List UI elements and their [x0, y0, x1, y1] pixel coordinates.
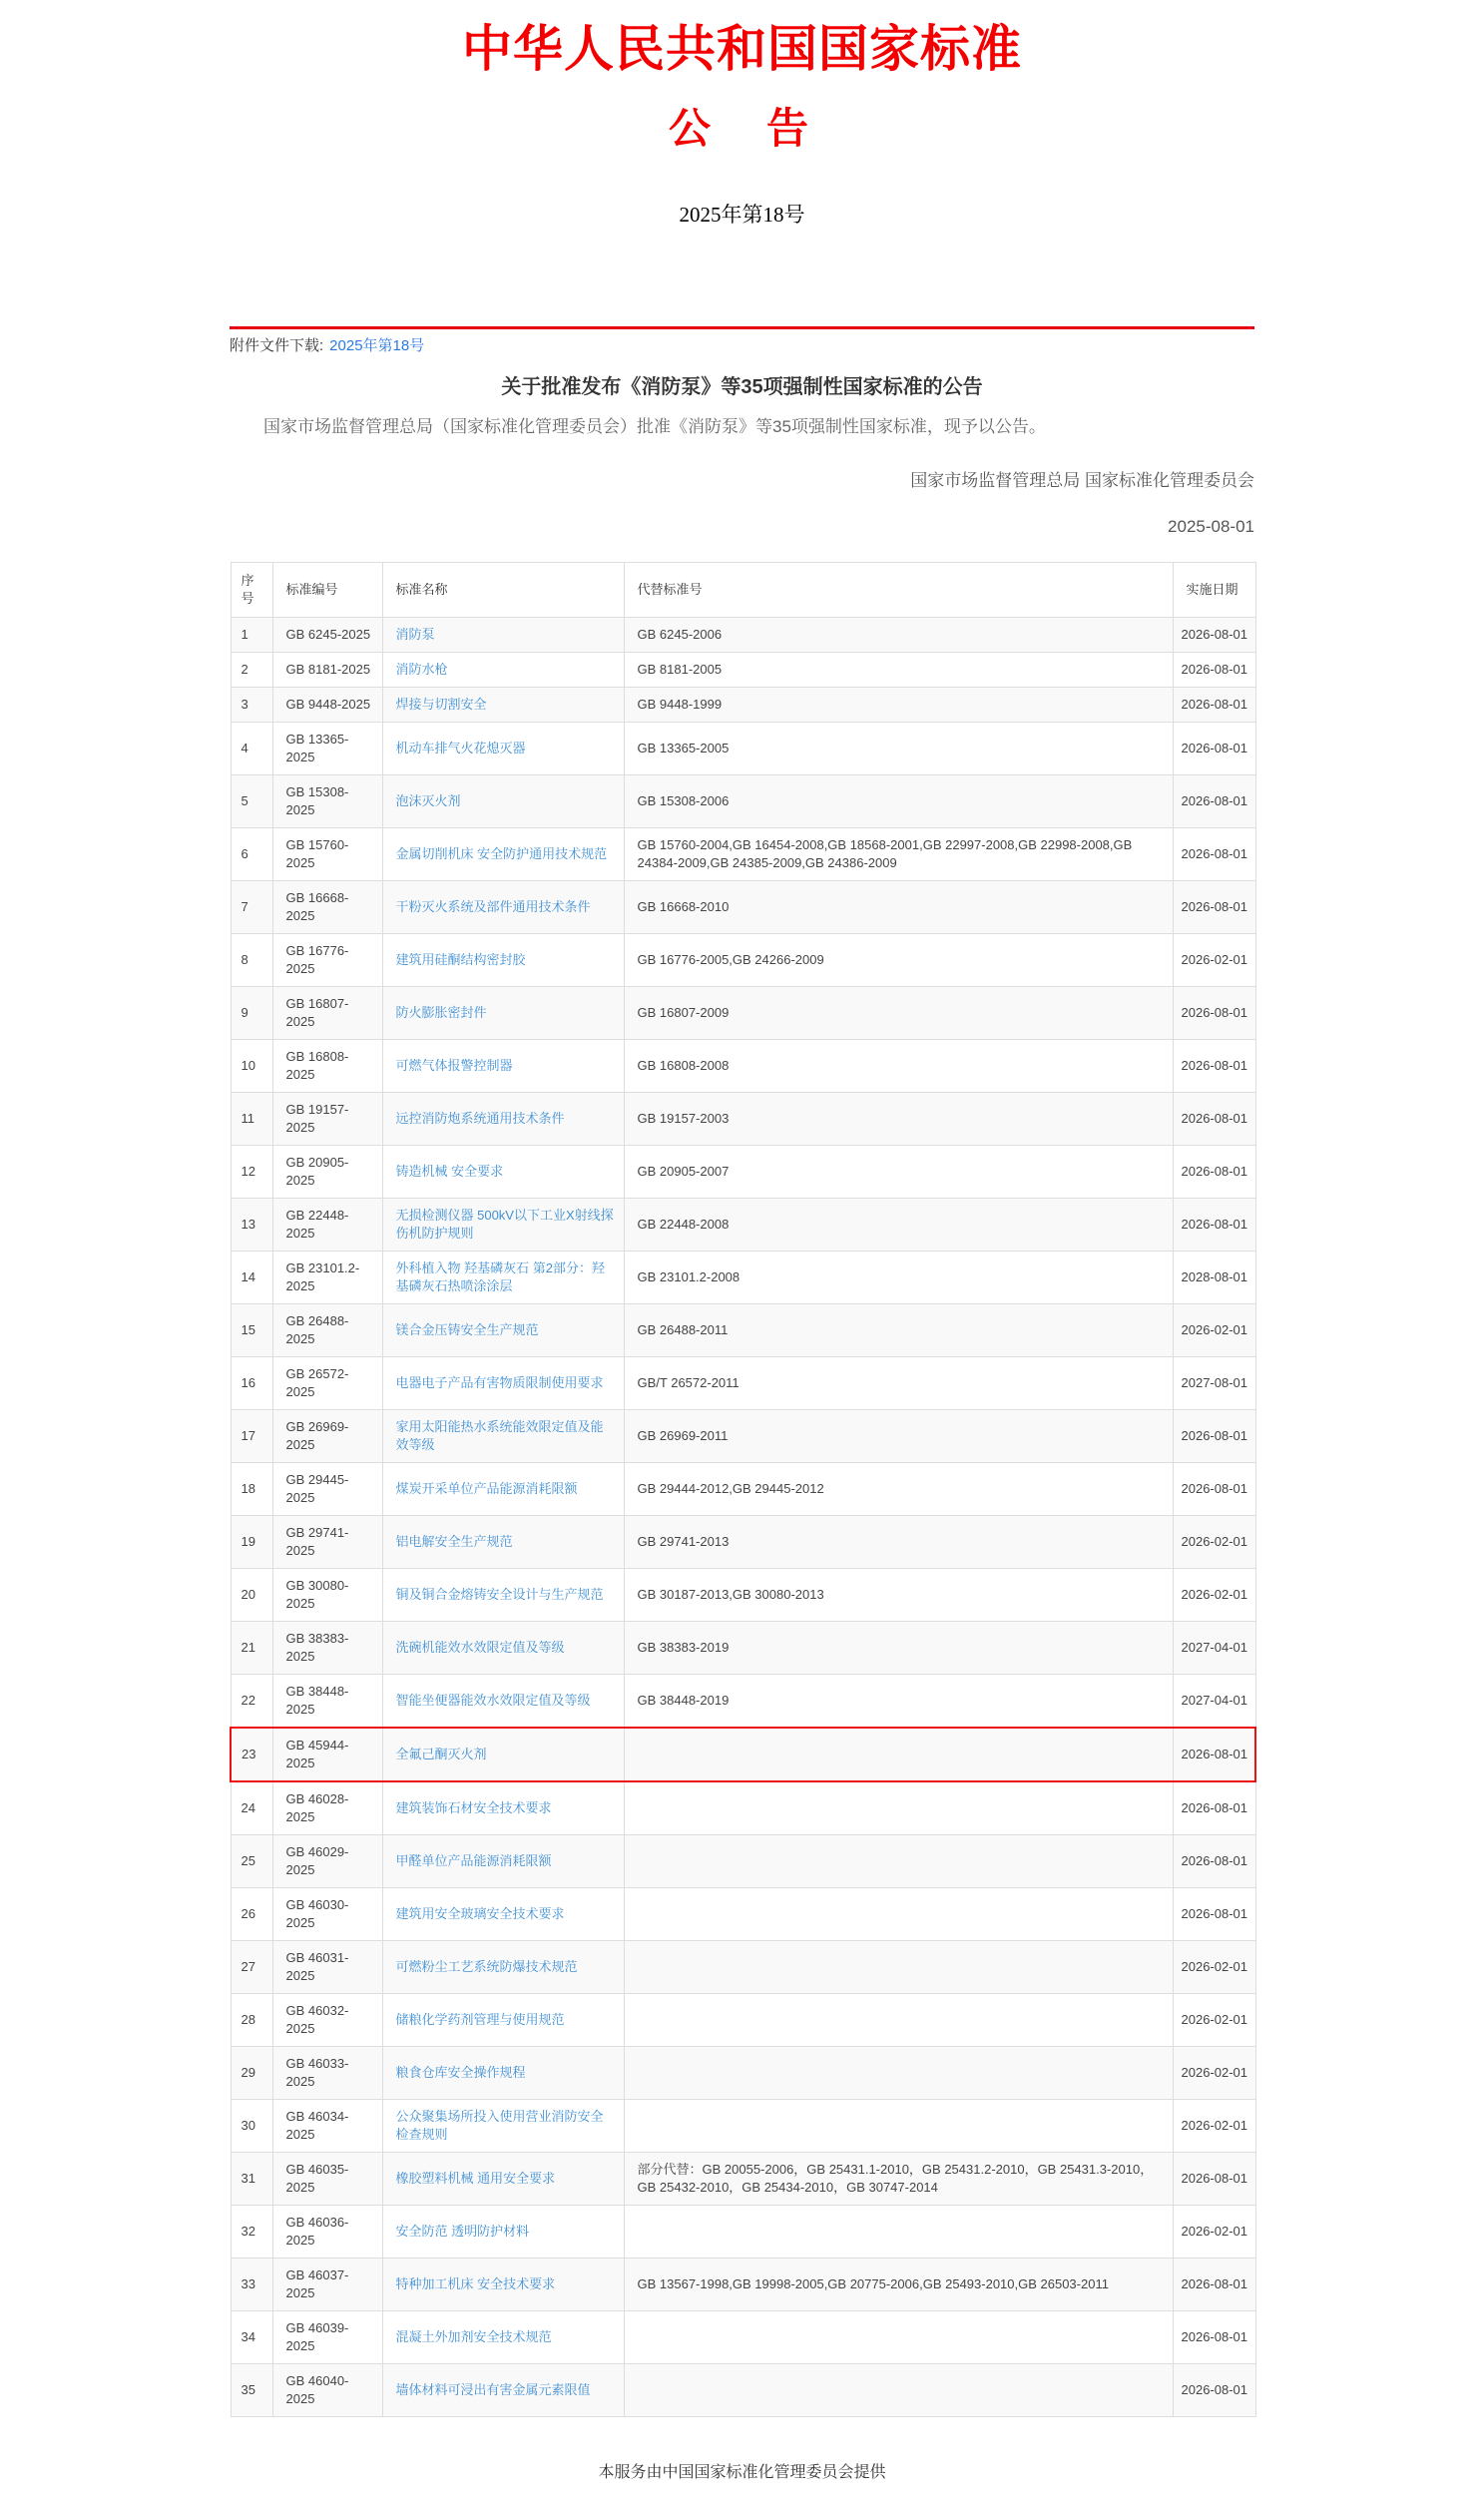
cell-replaced-standards [624, 2100, 1173, 2153]
cell-standard-name [382, 723, 624, 775]
table-row [231, 1146, 1255, 1199]
cell-implementation-date: 2026-08-01 [1173, 723, 1255, 775]
table-header-row [231, 563, 1255, 618]
cell-standard-code: GB 26488-2025 [272, 1304, 382, 1357]
standard-name-link[interactable]: 建筑用硅酮结构密封胶 [395, 952, 526, 967]
cell-seq: 6 [231, 828, 272, 881]
cell-seq: 21 [231, 1622, 272, 1675]
cell-standard-name [382, 934, 624, 987]
cell-standard-name [382, 2259, 624, 2311]
table-row [231, 881, 1255, 934]
cell-seq: 9 [231, 987, 272, 1040]
cell-standard-code: GB 38448-2025 [272, 1675, 382, 1729]
standard-name-link[interactable]: 公众聚集场所投入使用营业消防安全检查规则 [395, 2109, 604, 2142]
cell-implementation-date: 2027-04-01 [1173, 1675, 1255, 1729]
cell-standard-code: GB 16808-2025 [272, 1040, 382, 1093]
cell-standard-code: GB 45944-2025 [272, 1728, 382, 1781]
standard-name-link[interactable]: 可燃粉尘工艺系统防爆技术规范 [395, 1959, 578, 1974]
cell-replaced-standards: GB 16668-2010 [624, 881, 1173, 934]
cell-seq: 2 [231, 653, 272, 688]
cell-implementation-date: 2026-02-01 [1173, 1516, 1255, 1569]
cell-standard-code: GB 16807-2025 [272, 987, 382, 1040]
cell-standard-name [382, 1146, 624, 1199]
cell-implementation-date: 2026-08-01 [1173, 1199, 1255, 1252]
cell-standard-code: GB 46036-2025 [272, 2206, 382, 2259]
cell-seq: 5 [231, 775, 272, 828]
cell-replaced-standards: GB 30187-2013,GB 30080-2013 [624, 1569, 1173, 1622]
cell-implementation-date: 2026-08-01 [1173, 1835, 1255, 1888]
cell-seq: 8 [231, 934, 272, 987]
cell-standard-code: GB 16776-2025 [272, 934, 382, 987]
cell-seq: 29 [231, 2047, 272, 2100]
cell-implementation-date: 2026-08-01 [1173, 2311, 1255, 2364]
standard-name-link[interactable]: 干粉灭火系统及部件通用技术条件 [395, 899, 591, 914]
cell-standard-name [382, 881, 624, 934]
cell-implementation-date: 2026-02-01 [1173, 1994, 1255, 2047]
cell-standard-code: GB 23101.2-2025 [272, 1252, 382, 1304]
cell-standard-name [382, 1888, 624, 1941]
cell-implementation-date: 2026-08-01 [1173, 618, 1255, 653]
cell-replaced-standards: GB 6245-2006 [624, 618, 1173, 653]
cell-seq: 24 [231, 1781, 272, 1835]
cell-standard-code: GB 46037-2025 [272, 2259, 382, 2311]
table-row [231, 1941, 1255, 1994]
table-row [231, 2100, 1255, 2153]
cell-standard-name [382, 2047, 624, 2100]
cell-standard-name [382, 1252, 624, 1304]
cell-replaced-standards: GB 29444-2012,GB 29445-2012 [624, 1463, 1173, 1516]
cell-seq: 11 [231, 1093, 272, 1146]
page-subtitle: 公 告 [668, 107, 815, 153]
cell-replaced-standards: GB 23101.2-2008 [624, 1252, 1173, 1304]
table-row [231, 1569, 1255, 1622]
cell-standard-name [382, 1304, 624, 1357]
issue-number: 2025年第18号 [679, 203, 805, 227]
cell-seq: 13 [231, 1199, 272, 1252]
table-row [231, 1994, 1255, 2047]
table-row [231, 1199, 1255, 1252]
table-row [231, 2047, 1255, 2100]
column-header-code: 标准编号 [272, 563, 382, 618]
table-row [231, 1410, 1255, 1463]
table-row [231, 987, 1255, 1040]
attachment-link[interactable]: 2025年第18号 [329, 337, 425, 354]
cell-seq: 10 [231, 1040, 272, 1093]
cell-standard-code: GB 46035-2025 [272, 2153, 382, 2206]
cell-standard-name [382, 1781, 624, 1835]
cell-replaced-standards: GB 13365-2005 [624, 723, 1173, 775]
cell-standard-name [382, 1728, 624, 1781]
cell-seq: 22 [231, 1675, 272, 1729]
standard-name-link[interactable]: 焊接与切割安全 [395, 697, 487, 712]
cell-standard-name [382, 1941, 624, 1994]
cell-implementation-date: 2026-08-01 [1173, 881, 1255, 934]
cell-replaced-standards [624, 2364, 1173, 2417]
cell-seq: 17 [231, 1410, 272, 1463]
cell-replaced-standards [624, 2311, 1173, 2364]
standard-name-link[interactable]: 墙体材料可浸出有害金属元素限值 [395, 2382, 591, 2397]
table-row [231, 1622, 1255, 1675]
standard-name-link[interactable]: 家用太阳能热水系统能效限定值及能效等级 [395, 1419, 604, 1452]
cell-standard-code: GB 46033-2025 [272, 2047, 382, 2100]
cell-standard-name [382, 1357, 624, 1410]
cell-replaced-standards: 部分代替：GB 20055-2006，GB 25431.1-2010，GB 25431.2-2010，GB 25431.3-2010，GB 25432-2010，GB 25434-2010，GB 30747-2014 [624, 2153, 1173, 2206]
cell-replaced-standards [624, 1888, 1173, 1941]
cell-seq: 25 [231, 1835, 272, 1888]
cell-standard-name [382, 688, 624, 723]
table-row [231, 723, 1255, 775]
cell-standard-name [382, 2206, 624, 2259]
cell-replaced-standards [624, 1994, 1173, 2047]
cell-seq: 14 [231, 1252, 272, 1304]
cell-standard-name [382, 1622, 624, 1675]
cell-standard-name [382, 775, 624, 828]
table-row [231, 934, 1255, 987]
table-row [231, 1304, 1255, 1357]
cell-standard-code: GB 46029-2025 [272, 1835, 382, 1888]
cell-standard-code: GB 20905-2025 [272, 1146, 382, 1199]
cell-implementation-date: 2026-08-01 [1173, 775, 1255, 828]
cell-replaced-standards [624, 1835, 1173, 1888]
cell-replaced-standards: GB/T 26572-2011 [624, 1357, 1173, 1410]
table-row [231, 2259, 1255, 2311]
cell-standard-code: GB 30080-2025 [272, 1569, 382, 1622]
cell-standard-code: GB 46039-2025 [272, 2311, 382, 2364]
cell-replaced-standards: GB 38448-2019 [624, 1675, 1173, 1729]
cell-replaced-standards: GB 26969-2011 [624, 1410, 1173, 1463]
cell-standard-code: GB 29445-2025 [272, 1463, 382, 1516]
cell-replaced-standards [624, 2047, 1173, 2100]
cell-standard-name [382, 1675, 624, 1729]
cell-standard-code: GB 26572-2025 [272, 1357, 382, 1410]
standard-name-link[interactable]: 镁合金压铸安全生产规范 [395, 1322, 539, 1337]
cell-seq: 23 [231, 1728, 272, 1781]
cell-implementation-date: 2026-08-01 [1173, 1146, 1255, 1199]
cell-implementation-date: 2027-04-01 [1173, 1622, 1255, 1675]
table-row [231, 1357, 1255, 1410]
standard-name-link[interactable]: 混凝土外加剂安全技术规范 [395, 2329, 552, 2344]
table-row [231, 1093, 1255, 1146]
table-row [231, 688, 1255, 723]
table-row [231, 618, 1255, 653]
attachment-row [230, 336, 1254, 355]
cell-standard-code: GB 22448-2025 [272, 1199, 382, 1252]
cell-replaced-standards: GB 26488-2011 [624, 1304, 1173, 1357]
cell-replaced-standards: GB 15308-2006 [624, 775, 1173, 828]
column-header-seq: 序号 [231, 563, 272, 618]
table-row [231, 1781, 1255, 1835]
cell-seq: 4 [231, 723, 272, 775]
cell-seq: 12 [231, 1146, 272, 1199]
cell-standard-name [382, 1410, 624, 1463]
standard-name-link[interactable]: 无损检测仪器 500kV以下工业X射线探伤机防护规则 [395, 1208, 614, 1241]
standard-name-link[interactable]: 可燃气体报警控制器 [395, 1058, 513, 1073]
cell-standard-name [382, 1463, 624, 1516]
red-divider [230, 326, 1254, 329]
cell-replaced-standards [624, 1941, 1173, 1994]
cell-standard-code: GB 26969-2025 [272, 1410, 382, 1463]
standard-name-link[interactable]: 安全防范 透明防护材料 [395, 2224, 530, 2239]
cell-standard-code: GB 6245-2025 [272, 618, 382, 653]
cell-implementation-date: 2026-08-01 [1173, 653, 1255, 688]
table-row [231, 1252, 1255, 1304]
cell-standard-code: GB 29741-2025 [272, 1516, 382, 1569]
standard-name-link[interactable]: 建筑用安全玻璃安全技术要求 [395, 1906, 565, 1921]
cell-replaced-standards: GB 16807-2009 [624, 987, 1173, 1040]
cell-seq: 1 [231, 618, 272, 653]
table-row [231, 1728, 1255, 1781]
standard-name-link[interactable]: 储粮化学药剂管理与使用规范 [395, 2012, 565, 2027]
cell-standard-code: GB 38383-2025 [272, 1622, 382, 1675]
standard-name-link[interactable]: 特种加工机床 安全技术要求 [395, 2276, 556, 2291]
table-row [231, 2311, 1255, 2364]
cell-standard-name [382, 2311, 624, 2364]
cell-standard-name [382, 828, 624, 881]
cell-implementation-date: 2026-08-01 [1173, 1463, 1255, 1516]
cell-standard-name [382, 1093, 624, 1146]
notice-heading: 关于批准发布《消防泵》等35项强制性国家标准的公告 [501, 376, 983, 398]
cell-standard-code: GB 46034-2025 [272, 2100, 382, 2153]
cell-implementation-date: 2026-08-01 [1173, 2364, 1255, 2417]
cell-implementation-date: 2026-08-01 [1173, 2259, 1255, 2311]
cell-seq: 32 [231, 2206, 272, 2259]
cell-replaced-standards: GB 16776-2005,GB 24266-2009 [624, 934, 1173, 987]
cell-implementation-date: 2026-02-01 [1173, 1304, 1255, 1357]
table-row [231, 2364, 1255, 2417]
table-row [231, 1835, 1255, 1888]
cell-standard-code: GB 46040-2025 [272, 2364, 382, 2417]
standard-name-link[interactable]: 铸造机械 安全要求 [395, 1164, 504, 1179]
notice-issuer: 国家市场监督管理总局 国家标准化管理委员会 [910, 471, 1254, 490]
standard-name-link[interactable]: 金属切削机床 安全防护通用技术规范 [395, 846, 608, 861]
column-header-name: 标准名称 [382, 563, 624, 618]
cell-seq: 35 [231, 2364, 272, 2417]
standard-name-link[interactable]: 煤炭开采单位产品能源消耗限额 [395, 1481, 578, 1496]
content-container [230, 326, 1254, 2417]
footer-note: 本服务由中国国家标准化管理委员会提供 [598, 2464, 886, 2481]
cell-seq: 33 [231, 2259, 272, 2311]
attachment-label: 附件文件下载: [230, 337, 324, 354]
standard-name-link[interactable]: 全氟己酮灭火剂 [395, 1747, 487, 1761]
cell-implementation-date: 2026-02-01 [1173, 2047, 1255, 2100]
cell-seq: 26 [231, 1888, 272, 1941]
cell-standard-code: GB 46031-2025 [272, 1941, 382, 1994]
cell-standard-code: GB 9448-2025 [272, 688, 382, 723]
cell-implementation-date: 2026-08-01 [1173, 828, 1255, 881]
standard-name-link[interactable]: 消防水枪 [395, 662, 448, 677]
cell-standard-name [382, 987, 624, 1040]
notice-date: 2025-08-01 [1168, 517, 1254, 536]
standard-name-link[interactable]: 远控消防炮系统通用技术条件 [395, 1111, 565, 1126]
cell-implementation-date: 2026-02-01 [1173, 1941, 1255, 1994]
column-header-date: 实施日期 [1173, 563, 1255, 618]
column-header-replaced: 代替标准号 [624, 563, 1173, 618]
standard-name-link[interactable]: 机动车排气火花熄灭器 [395, 741, 526, 755]
cell-standard-code: GB 8181-2025 [272, 653, 382, 688]
cell-standard-code: GB 46028-2025 [272, 1781, 382, 1835]
cell-standard-name [382, 1835, 624, 1888]
cell-seq: 27 [231, 1941, 272, 1994]
cell-seq: 31 [231, 2153, 272, 2206]
cell-standard-name [382, 1040, 624, 1093]
cell-standard-name [382, 1569, 624, 1622]
table-row [231, 1675, 1255, 1729]
cell-implementation-date: 2026-08-01 [1173, 1410, 1255, 1463]
standard-name-link[interactable]: 橡胶塑料机械 通用安全要求 [395, 2171, 556, 2186]
table-row [231, 775, 1255, 828]
cell-replaced-standards: GB 29741-2013 [624, 1516, 1173, 1569]
table-row [231, 1040, 1255, 1093]
cell-standard-code: GB 46030-2025 [272, 1888, 382, 1941]
standard-name-link[interactable]: 粮食仓库安全操作规程 [395, 2065, 526, 2080]
cell-standard-code: GB 13365-2025 [272, 723, 382, 775]
cell-standard-code: GB 15308-2025 [272, 775, 382, 828]
cell-standard-name [382, 618, 624, 653]
table-row [231, 653, 1255, 688]
notice-body: 国家市场监督管理总局（国家标准化管理委员会）批准《消防泵》等35项强制性国家标准，现予以公告。 [263, 417, 1046, 436]
cell-standard-code: GB 16668-2025 [272, 881, 382, 934]
cell-standard-code: GB 15760-2025 [272, 828, 382, 881]
cell-implementation-date: 2026-02-01 [1173, 2206, 1255, 2259]
standard-name-link[interactable]: 消防泵 [395, 627, 435, 642]
standard-name-link[interactable]: 智能坐便器能效水效限定值及等级 [395, 1693, 591, 1708]
standard-name-link[interactable]: 电器电子产品有害物质限制使用要求 [395, 1375, 604, 1390]
page-title: 中华人民共和国国家标准 [462, 21, 1022, 77]
cell-replaced-standards: GB 13567-1998,GB 19998-2005,GB 20775-2006,GB 25493-2010,GB 26503-2011 [624, 2259, 1173, 2311]
cell-standard-name [382, 1199, 624, 1252]
table-row [231, 1888, 1255, 1941]
cell-replaced-standards: GB 38383-2019 [624, 1622, 1173, 1675]
cell-standard-name [382, 1516, 624, 1569]
table-row [231, 1463, 1255, 1516]
cell-replaced-standards: GB 15760-2004,GB 16454-2008,GB 18568-2001,GB 22997-2008,GB 22998-2008,GB 24384-2009,GB 24385-2009,GB 24386-2009 [624, 828, 1173, 881]
standards-table [230, 562, 1256, 2417]
cell-implementation-date: 2026-08-01 [1173, 1728, 1255, 1781]
cell-implementation-date: 2028-08-01 [1173, 1252, 1255, 1304]
standard-name-link[interactable]: 外科植入物 羟基磷灰石 第2部分：羟基磷灰石热喷涂涂层 [395, 1260, 605, 1293]
cell-standard-code: GB 46032-2025 [272, 1994, 382, 2047]
cell-seq: 20 [231, 1569, 272, 1622]
cell-standard-code: GB 19157-2025 [272, 1093, 382, 1146]
table-row [231, 1516, 1255, 1569]
cell-standard-name [382, 2153, 624, 2206]
cell-replaced-standards: GB 16808-2008 [624, 1040, 1173, 1093]
cell-replaced-standards: GB 19157-2003 [624, 1093, 1173, 1146]
cell-seq: 30 [231, 2100, 272, 2153]
cell-replaced-standards [624, 1728, 1173, 1781]
cell-implementation-date: 2026-08-01 [1173, 987, 1255, 1040]
cell-implementation-date: 2026-02-01 [1173, 2100, 1255, 2153]
table-row [231, 2153, 1255, 2206]
standard-name-link[interactable]: 甲醛单位产品能源消耗限额 [395, 1853, 552, 1868]
standard-name-link[interactable]: 铜及铜合金熔铸安全设计与生产规范 [395, 1587, 604, 1602]
cell-seq: 3 [231, 688, 272, 723]
cell-standard-name [382, 1994, 624, 2047]
standard-name-link[interactable]: 泡沫灭火剂 [395, 793, 461, 808]
cell-replaced-standards: GB 20905-2007 [624, 1146, 1173, 1199]
cell-standard-name [382, 2100, 624, 2153]
cell-seq: 7 [231, 881, 272, 934]
cell-implementation-date: 2026-08-01 [1173, 1093, 1255, 1146]
cell-implementation-date: 2026-08-01 [1173, 688, 1255, 723]
table-row [231, 2206, 1255, 2259]
cell-implementation-date: 2026-08-01 [1173, 1040, 1255, 1093]
cell-implementation-date: 2026-02-01 [1173, 1569, 1255, 1622]
cell-replaced-standards [624, 2206, 1173, 2259]
standard-name-link[interactable]: 洗碗机能效水效限定值及等级 [395, 1640, 565, 1655]
table-row [231, 828, 1255, 881]
cell-implementation-date: 2026-08-01 [1173, 1781, 1255, 1835]
cell-replaced-standards [624, 1781, 1173, 1835]
cell-implementation-date: 2026-08-01 [1173, 1888, 1255, 1941]
cell-seq: 28 [231, 1994, 272, 2047]
standard-name-link[interactable]: 防火膨胀密封件 [395, 1005, 487, 1020]
standards-table-body [231, 618, 1255, 2417]
standard-name-link[interactable]: 建筑装饰石材安全技术要求 [395, 1800, 552, 1815]
cell-replaced-standards: GB 8181-2005 [624, 653, 1173, 688]
cell-replaced-standards: GB 9448-1999 [624, 688, 1173, 723]
cell-implementation-date: 2026-02-01 [1173, 934, 1255, 987]
cell-seq: 18 [231, 1463, 272, 1516]
cell-standard-name [382, 2364, 624, 2417]
cell-implementation-date: 2026-08-01 [1173, 2153, 1255, 2206]
cell-replaced-standards: GB 22448-2008 [624, 1199, 1173, 1252]
cell-seq: 16 [231, 1357, 272, 1410]
cell-seq: 34 [231, 2311, 272, 2364]
standard-name-link[interactable]: 铝电解安全生产规范 [395, 1534, 513, 1549]
cell-seq: 15 [231, 1304, 272, 1357]
cell-seq: 19 [231, 1516, 272, 1569]
cell-standard-name [382, 653, 624, 688]
cell-implementation-date: 2027-08-01 [1173, 1357, 1255, 1410]
